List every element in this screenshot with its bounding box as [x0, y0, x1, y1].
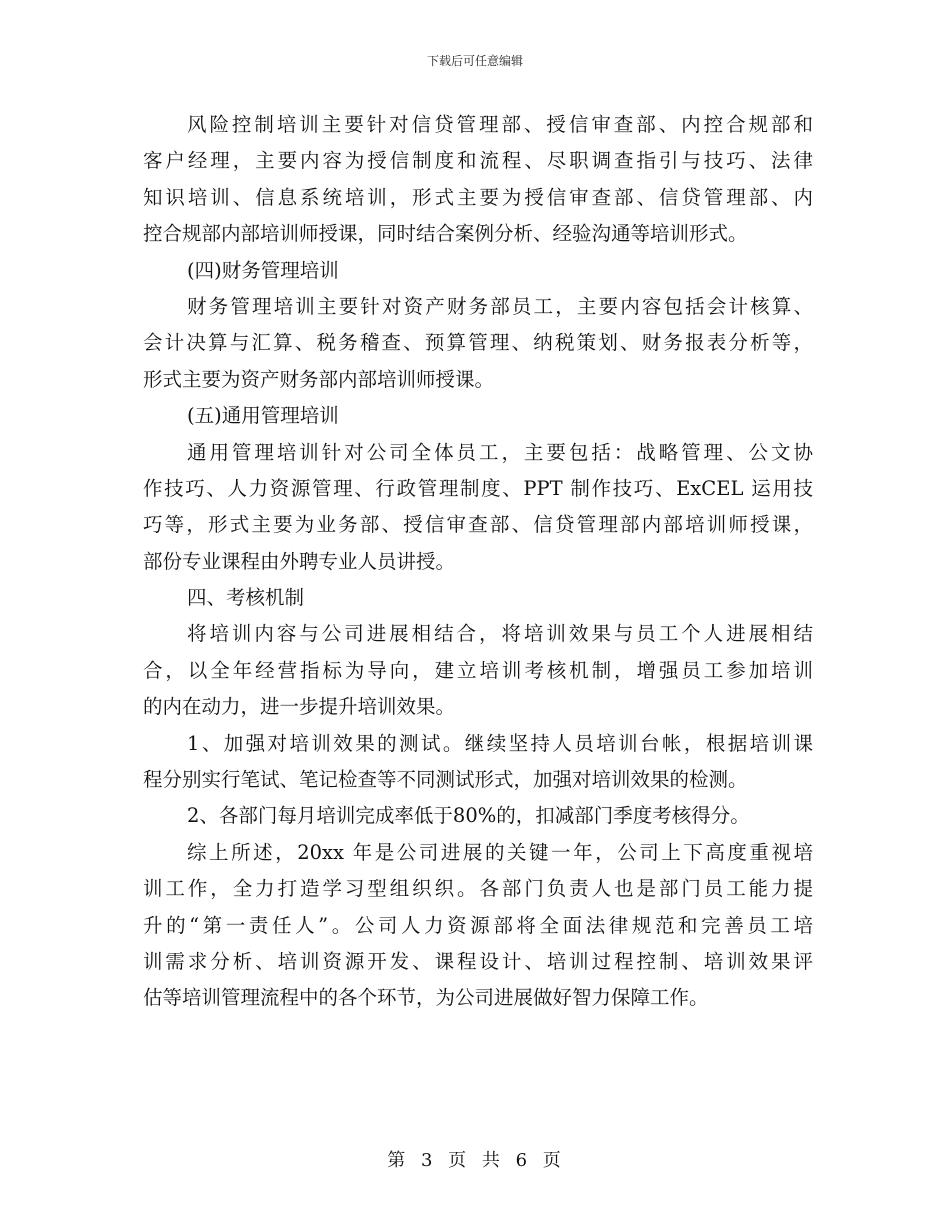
text-line: (五)通用管理培训 [187, 404, 339, 428]
text-line: 2、各部门每月培训完成率低于80%的，扣减部门季度考核得分。 [187, 804, 750, 828]
body-text [143, 107, 813, 1017]
text-line: 部份专业课程由外聘专业人员讲授。 [143, 549, 456, 573]
text-line: 通用管理培训针对公司全体员工，主要包括：战略管理、公文协 [187, 440, 813, 464]
text-line: 形式主要为资产财务部内部培训师授课。 [143, 367, 495, 391]
text-line: 客户经理，主要内容为授信制度和流程、尽职调查指引与技巧、法律 [143, 149, 813, 173]
text-line: 财务管理培训主要针对资产财务部员工，主要内容包括会计核算、 [187, 294, 813, 318]
text-line: 综上所述，20xx 年是公司进展的关键一年，公司上下高度重视培 [187, 840, 813, 864]
text-line: 将培训内容与公司进展相结合，将培训效果与员工个人进展相结 [187, 622, 813, 646]
text-line: 升的“第一责任人”。公司人力资源部将全面法律规范和完善员工培 [143, 913, 813, 937]
text-line: 的内在动力，进一步提升培训效果。 [143, 695, 456, 719]
text-line: 训需求分析、培训资源开发、课程设计、培训过程控制、培训效果评 [143, 949, 813, 973]
text-line: 风险控制培训主要针对信贷管理部、授信审查部、内控合规部和 [187, 113, 813, 136]
text-line: 估等培训管理流程中的各个环节，为公司进展做好智力保障工作。 [143, 986, 709, 1010]
page-header: 下载后可任意编辑 [426, 54, 523, 68]
text-line: 四、考核机制 [187, 586, 305, 610]
text-line: 作技巧、人力资源管理、行政管理制度、PPT 制作技巧、ExCEL 运用技 [143, 476, 813, 500]
page-footer: 第 3 页 共 6 页 [387, 1150, 563, 1171]
text-line: 会计决算与汇算、税务稽查、预算管理、纳税策划、财务报表分析等， [143, 331, 813, 355]
text-line: 知识培训、信息系统培训，形式主要为授信审查部、信贷管理部、内 [143, 185, 813, 209]
text-line: 控合规部内部培训师授课，同时结合案例分析、经验沟通等培训形式。 [143, 222, 748, 246]
text-line: 训工作，全力打造学习型组织织。各部门负责人也是部门员工能力提 [143, 877, 813, 901]
text-line: 合，以全年经营指标为导向，建立培训考核机制，增强员工参加培训 [143, 658, 813, 682]
text-line: 巧等，形式主要为业务部、授信审查部、信贷管理部内部培训师授课， [143, 513, 813, 537]
text-line: 程分别实行笔试、笔记检查等不同测试形式，加强对培训效果的检测。 [143, 768, 748, 792]
text-line: (四)财务管理培训 [187, 258, 339, 282]
text-line: 1、加强对培训效果的测试。继续坚持人员培训台帐，根据培训课 [187, 731, 813, 755]
